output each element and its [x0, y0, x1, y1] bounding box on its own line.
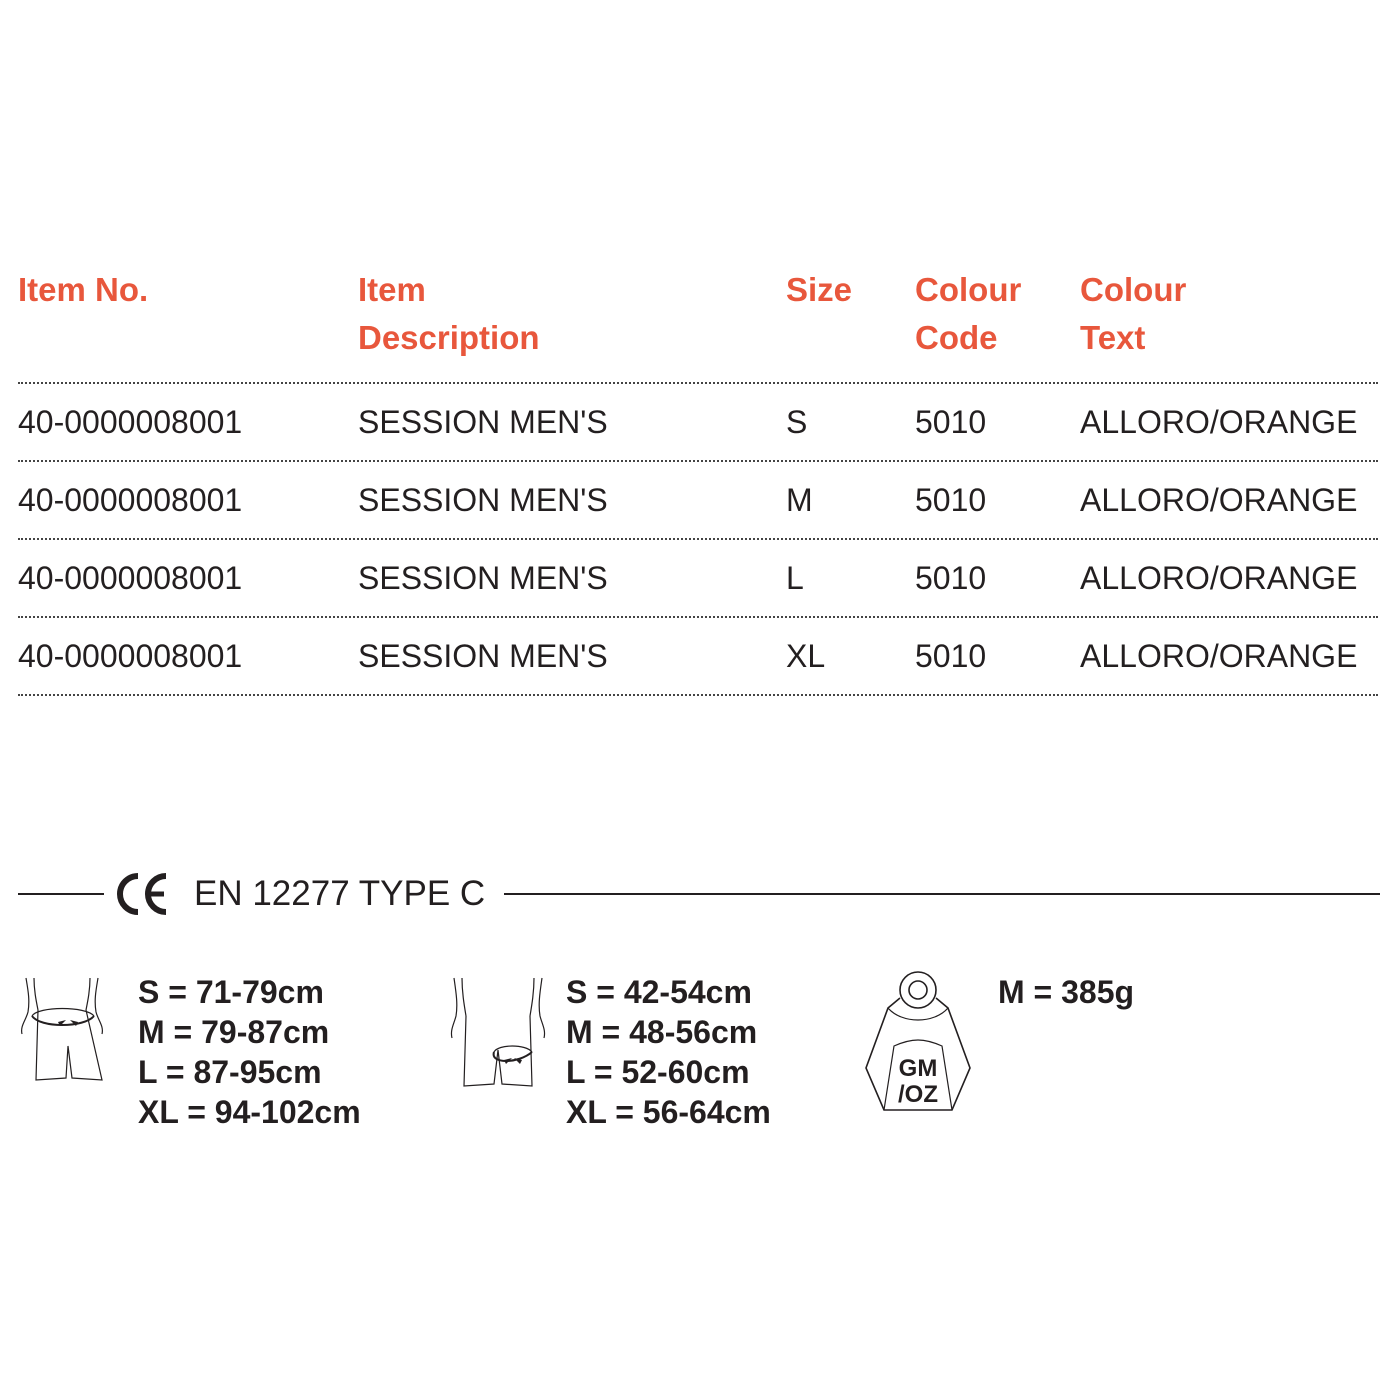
thigh-size-m: M = 48-56cm — [566, 1014, 758, 1050]
header-item-no — [18, 266, 148, 314]
table-row — [18, 616, 1378, 696]
waist-size-m: M = 79-87cm — [138, 1014, 330, 1050]
thigh-size-xl: XL = 56-64cm — [566, 1094, 771, 1130]
ce-mark-icon — [114, 870, 170, 918]
standard-label: EN 12277 TYPE C — [194, 874, 486, 913]
thigh-size-s: S = 42-54cm — [566, 974, 752, 1010]
weight-icon — [862, 968, 974, 1112]
waist-size-l: L = 87-95cm — [138, 1054, 322, 1090]
header-item-description-line2: Description — [358, 319, 540, 356]
product-table — [18, 262, 1378, 696]
colour-text-cell: ALLORO/ORANGE — [1080, 638, 1358, 674]
waist-size-list — [138, 972, 361, 1132]
weight-icon-unit-gm: GM — [898, 1055, 938, 1082]
header-colour-text-line1: Colour — [1080, 271, 1187, 308]
table-row — [18, 460, 1378, 538]
divider-left — [18, 893, 104, 895]
thigh-measure-icon — [446, 976, 550, 1090]
weight-value: M = 385g — [998, 974, 1135, 1010]
colour-code-cell: 5010 — [915, 404, 987, 440]
colour-code-cell: 5010 — [915, 560, 987, 596]
thigh-size-list — [566, 972, 771, 1132]
description-cell: SESSION MEN'S — [358, 638, 608, 674]
weight-icon-unit-oz: /OZ — [898, 1081, 938, 1108]
table-header — [18, 262, 1378, 382]
colour-code-cell: 5010 — [915, 482, 987, 518]
colour-text-cell: ALLORO/ORANGE — [1080, 482, 1358, 518]
header-size — [786, 266, 852, 314]
header-item-description — [358, 266, 540, 362]
item-no-cell: 40-0000008001 — [18, 404, 243, 440]
size-cell: S — [786, 404, 808, 440]
header-colour-code-line2: Code — [915, 319, 998, 356]
waist-size-xl: XL = 94-102cm — [138, 1094, 361, 1130]
header-colour-text-line2: Text — [1080, 319, 1146, 356]
description-cell: SESSION MEN'S — [358, 560, 608, 596]
thigh-size-l: L = 52-60cm — [566, 1054, 750, 1090]
header-item-description-line1: Item — [358, 271, 426, 308]
divider-right — [504, 893, 1380, 895]
certification-bar — [18, 866, 1380, 922]
waist-measure-icon — [16, 976, 108, 1084]
table-row — [18, 382, 1378, 460]
waist-size-s: S = 71-79cm — [138, 974, 324, 1010]
size-cell: L — [786, 560, 804, 596]
description-cell: SESSION MEN'S — [358, 482, 608, 518]
item-no-cell: 40-0000008001 — [18, 482, 243, 518]
colour-text-cell: ALLORO/ORANGE — [1080, 404, 1358, 440]
table-row — [18, 538, 1378, 616]
colour-code-cell: 5010 — [915, 638, 987, 674]
header-size-label: Size — [786, 271, 853, 308]
header-item-no-label: Item No. — [18, 271, 149, 308]
item-no-cell: 40-0000008001 — [18, 560, 243, 596]
header-colour-text — [1080, 266, 1186, 362]
colour-text-cell: ALLORO/ORANGE — [1080, 560, 1358, 596]
size-cell: M — [786, 482, 813, 518]
description-cell: SESSION MEN'S — [358, 404, 608, 440]
item-no-cell: 40-0000008001 — [18, 638, 243, 674]
header-colour-code-line1: Colour — [915, 271, 1022, 308]
size-cell: XL — [786, 638, 826, 674]
header-colour-code — [915, 266, 1021, 362]
